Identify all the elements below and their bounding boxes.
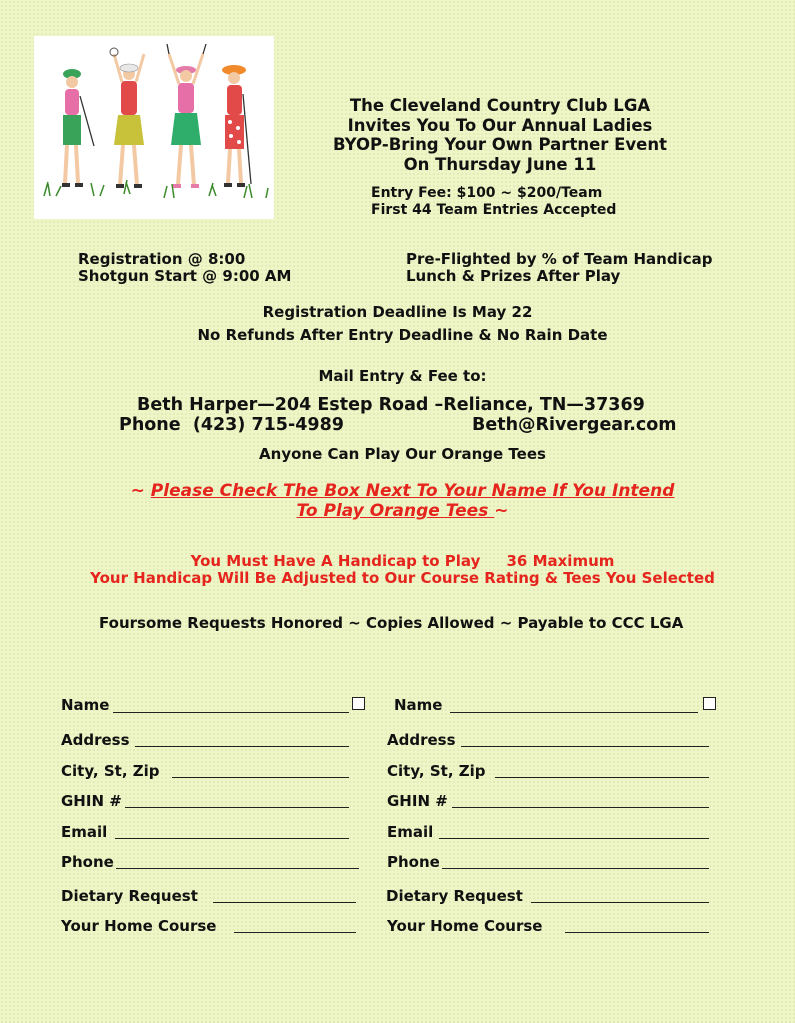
- handicap-line-2: Your Handicap Will Be Adjusted to Our Course Rating & Tees You Selected: [90, 569, 715, 587]
- phone-label: Phone: [61, 853, 114, 871]
- email-field[interactable]: [439, 838, 709, 839]
- ghin-label: GHIN #: [387, 792, 448, 810]
- phone-label: Phone: [387, 853, 440, 871]
- city-field[interactable]: [495, 777, 709, 778]
- title-line: On Thursday June 11: [403, 154, 597, 174]
- refund-policy: No Refunds After Entry Deadline & No Rain Date: [197, 326, 608, 344]
- handicap-rules: [0, 553, 795, 587]
- lady-golfers-graphic: [34, 36, 274, 219]
- dietary-field[interactable]: [531, 902, 709, 903]
- address-label: Address: [61, 731, 130, 749]
- schedule-left: [78, 251, 291, 285]
- orange-tees-checkbox[interactable]: [703, 697, 716, 710]
- title-line: Invites You To Our Annual Ladies: [347, 115, 653, 135]
- event-title: [290, 96, 710, 174]
- phone-field[interactable]: [442, 868, 709, 869]
- ghin-label: GHIN #: [61, 792, 122, 810]
- foursome-note: Foursome Requests Honored ~ Copies Allowed ~ Payable to CCC LGA: [99, 614, 684, 632]
- flight-info: Pre-Flighted by % of Team Handicap: [406, 250, 713, 268]
- registration-deadline: Registration Deadline Is May 22: [262, 303, 533, 321]
- team-limit: First 44 Team Entries Accepted: [371, 202, 617, 218]
- mailing-address: Beth Harper—204 Estep Road –Reliance, TN—37369: [137, 395, 645, 415]
- lunch-info: Lunch & Prizes After Play: [406, 267, 621, 285]
- email-label: Email: [387, 823, 434, 841]
- registration-time: Registration @ 8:00: [78, 250, 246, 268]
- city-label: City, St, Zip: [387, 762, 486, 780]
- mail-heading: Mail Entry & Fee to:: [318, 367, 487, 385]
- ghin-field[interactable]: [125, 807, 349, 808]
- home-course-field[interactable]: [565, 932, 709, 933]
- title-line: BYOP-Bring Your Own Partner Event: [332, 135, 668, 154]
- shotgun-start: Shotgun Start @ 9:00 AM: [78, 267, 292, 285]
- dietary-label: Dietary Request: [386, 887, 523, 905]
- contact-email: Beth@Rivergear.com: [472, 415, 677, 435]
- handicap-line-1: You Must Have A Handicap to Play 36 Maximum: [190, 552, 615, 570]
- schedule-right: [406, 251, 712, 285]
- title-line: The Cleveland Country Club LGA: [349, 96, 651, 115]
- home-course-label: Your Home Course: [387, 917, 543, 935]
- name-label: Name: [61, 696, 110, 714]
- email-field[interactable]: [115, 838, 349, 839]
- notice-line-1: Please Check The Box Next To Your Name If You Intend: [150, 481, 675, 501]
- contact-phone: Phone (423) 715-4989: [119, 415, 344, 435]
- entry-fee: Entry Fee: $100 ~ $200/Team: [371, 185, 603, 201]
- address-field[interactable]: [461, 746, 709, 747]
- orange-tees-notice: [0, 481, 795, 521]
- home-course-label: Your Home Course: [61, 917, 217, 935]
- notice-line-2: To Play Orange Tees: [296, 501, 495, 521]
- phone-field[interactable]: [116, 868, 359, 869]
- address-field[interactable]: [135, 746, 349, 747]
- orange-tees-checkbox[interactable]: [352, 697, 365, 710]
- name-label: Name: [394, 696, 443, 714]
- ghin-field[interactable]: [452, 807, 709, 808]
- fee-info: [371, 185, 616, 219]
- golfers-illustration: [34, 36, 274, 219]
- address-label: Address: [387, 731, 456, 749]
- city-label: City, St, Zip: [61, 762, 160, 780]
- orange-tees-note: Anyone Can Play Our Orange Tees: [259, 445, 546, 463]
- dietary-label: Dietary Request: [61, 887, 198, 905]
- dietary-field[interactable]: [213, 902, 356, 903]
- notice-suffix: ~: [494, 501, 509, 521]
- name-field[interactable]: [113, 712, 349, 713]
- name-field[interactable]: [450, 712, 698, 713]
- home-course-field[interactable]: [234, 932, 356, 933]
- email-label: Email: [61, 823, 108, 841]
- city-field[interactable]: [172, 777, 349, 778]
- notice-prefix: ~: [130, 481, 151, 501]
